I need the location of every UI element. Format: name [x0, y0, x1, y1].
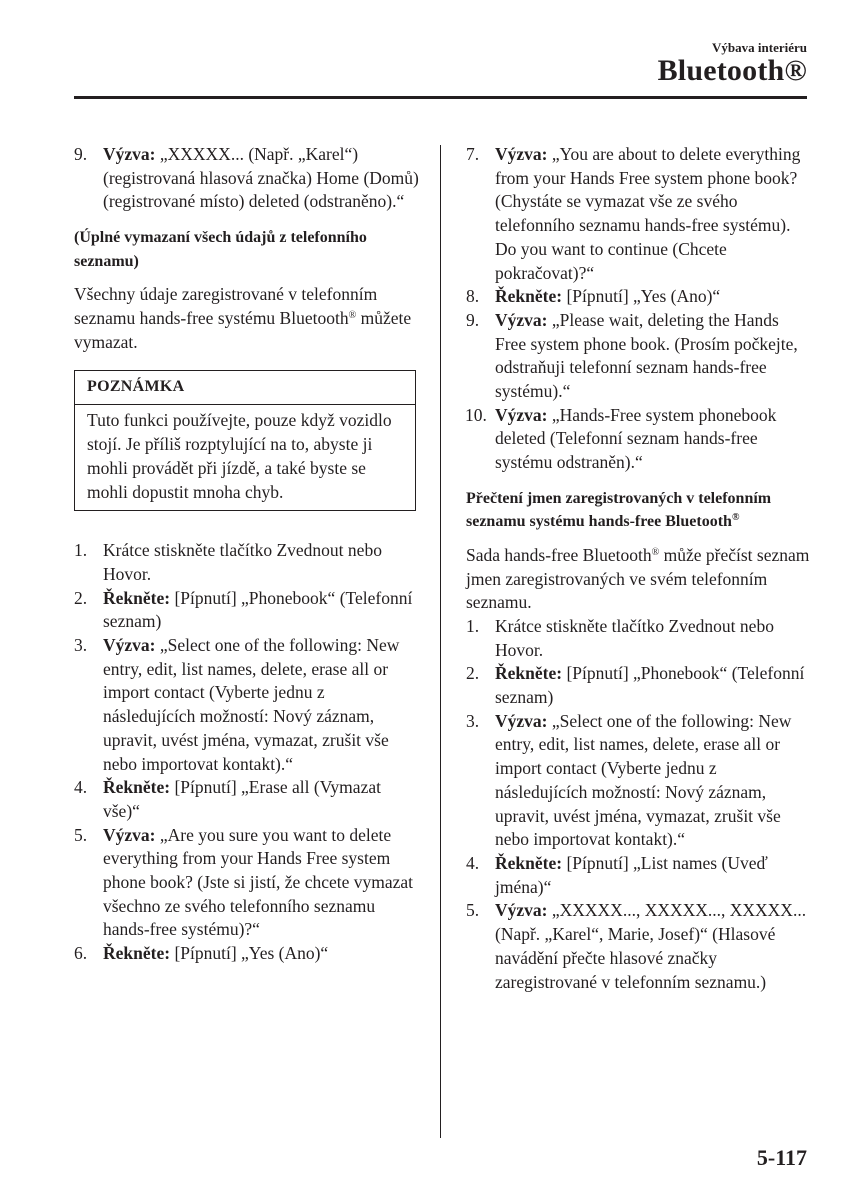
note-body: Tuto funkci používejte, pouze když vozidlo stojí. Je příliš rozptylující na to, abyste ji mohli provádět při jízdě, a také byste se mohli dopustit mnoha chyb.	[87, 410, 392, 503]
item-label: Výzva:	[103, 635, 156, 656]
list-item	[466, 615, 811, 662]
item-text: [Pípnutí] „Yes (Ano)“	[562, 286, 721, 307]
paragraph-text: může přečíst seznam jmen zaregistrovaných ve svém telefonním seznamu.	[466, 544, 810, 613]
item-text: „Select one of the following: New entry, edit, list names, delete, erase all or import contact (Vyberte jednu z následujících možností: Nový záznam, upravit, uvést jména, vymazat, zrušit vše nebo importovat kontakt).“	[495, 710, 792, 850]
paragraph-text: Všechny údaje zaregistrované v telefonním seznamu hands-free systému Bluetooth	[74, 284, 378, 328]
item-number: 2.	[74, 587, 88, 608]
item-number: 2.	[466, 663, 480, 684]
item-text: [Pípnutí] „List names (Uveď jména)“	[495, 852, 768, 897]
header-section-label: Výbava interiéru	[712, 40, 807, 55]
item-number: 6.	[74, 943, 88, 964]
section-heading-text: Přečtení jmen zaregistrovaných v telefonním seznamu systému hands-free Bluetooth	[466, 489, 772, 531]
list-item	[74, 143, 420, 214]
item-text: „Please wait, deleting the Hands Free system phone book. (Prosím počkejte, odstraňuji telefonní seznam hands-free systému).“	[495, 309, 798, 402]
registered-mark: ®	[348, 309, 357, 321]
list-item	[466, 899, 811, 994]
registered-mark: ®	[731, 512, 740, 524]
item-label: Výzva:	[103, 144, 156, 164]
item-label: Výzva:	[103, 824, 156, 845]
section-heading	[466, 487, 811, 534]
section-heading: (Úplné vymazaní všech údajů z telefonního seznamu)	[74, 229, 367, 270]
item-text: [Pípnutí] „Erase all (Vymazat vše)“	[103, 777, 381, 821]
item-label: Řekněte:	[495, 286, 563, 307]
item-text: Krátce stiskněte tlačítko Zvednout nebo Hovor.	[495, 615, 774, 660]
list-item	[74, 634, 420, 776]
list-item	[466, 285, 811, 309]
item-label: Výzva:	[495, 710, 548, 731]
item-text: „Select one of the following: New entry, edit, list names, delete, erase all or import contact (Vyberte jednu z následujících možností: Nový záznam, upravit, uvést jména, vymazat, zrušit vše nebo importovat kontakt).“	[103, 635, 400, 774]
item-text: „XXXXX... (Např. „Karel“) (registrovaná hlasová značka) Home (Domů) (registrované místo) deleted (odstraněno).“	[103, 144, 419, 212]
item-label: Řekněte:	[103, 777, 171, 798]
right-column	[466, 143, 811, 994]
item-number: 5.	[466, 900, 480, 921]
item-number: 1.	[74, 540, 88, 561]
item-text: „XXXXX..., XXXXX..., XXXXX... (Např. „Karel“, Marie, Josef)“ (Hlasové navádění přečte hlasové značky zaregistrované v telefonním seznamu.)	[495, 900, 807, 992]
note-title: POZNÁMKA	[75, 371, 415, 405]
item-number: 9.	[74, 144, 88, 164]
item-number: 4.	[74, 777, 88, 798]
item-number: 4.	[466, 852, 480, 873]
item-text: „You are about to delete everything from your Hands Free system phone book? (Chystáte se vymazat vše ze svého telefonního seznamu hands-free systému). Do you want to continue (Chcete pokračovat)?“	[495, 144, 801, 283]
registered-mark: ®	[651, 546, 660, 558]
item-number: 9.	[466, 309, 480, 330]
item-label: Řekněte:	[103, 943, 171, 964]
item-number: 1.	[466, 615, 480, 636]
left-column	[74, 143, 420, 966]
list-item	[74, 587, 420, 634]
list-item	[74, 942, 420, 966]
list-item	[74, 824, 420, 943]
item-text: [Pípnutí] „Yes (Ano)“	[170, 943, 329, 964]
page-title: Bluetooth®	[657, 54, 807, 87]
item-label: Řekněte:	[495, 852, 563, 873]
paragraph-text: Sada hands-free Bluetooth	[466, 544, 652, 565]
item-label: Výzva:	[495, 144, 548, 164]
paragraph	[466, 544, 811, 615]
item-number: 8.	[466, 286, 480, 307]
list-item	[466, 309, 811, 404]
item-text: [Pípnutí] „Phonebook“ (Telefonní seznam)	[103, 587, 413, 632]
page-number: 5-117	[756, 1145, 807, 1170]
paragraph-text: můžete vymazat.	[74, 307, 412, 352]
item-text: Krátce stiskněte tlačítko Zvednout nebo Hovor.	[103, 540, 382, 584]
item-label: Výzva:	[495, 900, 548, 921]
note-box	[74, 370, 416, 511]
item-number: 3.	[466, 710, 480, 731]
item-label: Výzva:	[495, 404, 548, 425]
item-number: 10.	[465, 404, 487, 425]
item-text: „Hands-Free system phonebook deleted (Telefonní seznam hands-free systému odstraněn).“	[495, 404, 777, 473]
list-item	[466, 852, 811, 899]
paragraph	[74, 283, 420, 354]
item-number: 7.	[466, 144, 480, 164]
item-number: 3.	[74, 635, 88, 656]
item-text: „Are you sure you want to delete everything from your Hands Free system phone book? (Jste si jistí, že chcete vymazat všechno ze svého telefonního seznamu hands-free systému)?“	[103, 824, 414, 940]
list-item	[74, 539, 420, 586]
list-item	[466, 143, 811, 285]
item-text: [Pípnutí] „Phonebook“ (Telefonní seznam)	[495, 663, 805, 708]
list-item	[466, 662, 811, 709]
column-divider	[440, 145, 441, 1138]
list-item	[466, 404, 811, 475]
list-item	[466, 710, 811, 852]
header-rule	[74, 96, 807, 99]
item-label: Řekněte:	[495, 663, 563, 684]
item-label: Řekněte:	[103, 587, 171, 608]
list-item	[74, 776, 420, 823]
item-number: 5.	[74, 824, 88, 845]
item-label: Výzva:	[495, 309, 548, 330]
